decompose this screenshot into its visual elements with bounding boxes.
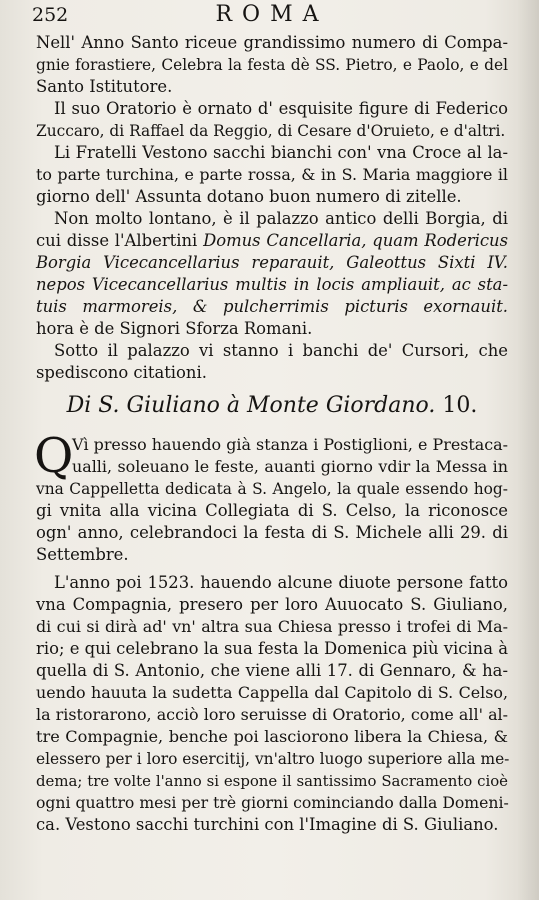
text-line: di cui si dirà ad' vn' altra sua Chiesa presso i trofei di Ma- (36, 617, 508, 636)
text-line: vna Compagnia, presero per loro Auuocato S. Giuliano, (36, 595, 508, 614)
paragraph-2 (36, 98, 508, 142)
text-line: quella di S. Antonio, che viene alli 17. di Gennaro, & ha- (36, 661, 508, 680)
text-line: uendo hauuta la sudetta Cappella dal Capitolo di S. Celso, (36, 683, 508, 702)
drop-cap: Q (34, 428, 74, 484)
text-line: gnie forastiere, Celebra la festa dè SS. Pietro, e Paolo, e del (36, 56, 508, 74)
latin-quote: Domus Cancellaria, quam Rodericus (203, 231, 508, 250)
text-line: dema; tre volte l'anno si espone il santissimo Sacramento cioè (36, 772, 508, 790)
page-number: 252 (32, 4, 69, 26)
text-line: ualli, soleuano le feste, auanti giorno vdir la Messa in (72, 457, 508, 476)
text-line: Il suo Oratorio è ornato d' esquisite figure di Federico (54, 99, 508, 118)
section-number: 10. (442, 393, 478, 418)
paragraph-6 (34, 428, 508, 566)
section-title: Di S. Giuliano à Monte Giordano. (66, 393, 436, 418)
latin-quote-line: nepos Vicecancellarius multis in locis ampliauit, ac sta- (36, 275, 508, 294)
text-line: rio; e qui celebrano la sua festa la Domenica più vicina à (36, 639, 508, 658)
text-line: ogn' anno, celebrandoci la festa di S. Michele alli 29. di (36, 523, 508, 542)
text-line: ca. Vestono sacchi turchini con l'Imagine di S. Giuliano. (36, 815, 499, 834)
text-line: tre Compagnie, benche poi lasciorono libera la Chiesa, & (36, 727, 508, 746)
text-line: elessero per i loro esercitij, vn'altro luogo superiore alla me- (36, 750, 510, 768)
paragraph-7 (36, 572, 508, 836)
paragraph-1 (36, 32, 508, 98)
text-line: giorno dell' Assunta dotano buon numero di zitelle. (36, 187, 462, 206)
text-line: Nell' Anno Santo riceue grandissimo numero di Compa- (36, 33, 508, 52)
text-line: Non molto lontano, è il palazzo antico delli Borgia, di (54, 209, 508, 228)
body-text (36, 32, 508, 836)
text-line: ogni quattro mesi per trè giorni cominciando dalla Domeni- (36, 793, 509, 812)
text-line: to parte turchina, e parte rossa, & in S. Maria maggiore il (36, 165, 508, 184)
paragraph-4 (36, 208, 508, 340)
paragraph-5 (36, 340, 508, 384)
text-line: Zuccaro, di Raffael da Reggio, di Cesare d'Oruieto, e d'altri. (36, 122, 506, 140)
page-header (32, 2, 512, 28)
section-heading (36, 392, 508, 420)
text-line: Settembre. (36, 545, 129, 564)
text-run: cui disse l'Albertini (36, 231, 204, 250)
text-line: la ristorarono, acciò loro seruisse di Oratorio, come all' al- (36, 705, 508, 724)
text-line: vna Cappelletta dedicata à S. Angelo, la quale essendo hog- (36, 480, 508, 498)
latin-quote-line: tuis marmoreis, & pulcherrimis picturis exornauit. (36, 297, 508, 316)
running-title: ROMA (215, 2, 329, 27)
page-edge-shadow (517, 0, 539, 900)
text-line: hora è de Signori Sforza Romani. (36, 319, 313, 338)
text-line: gi vnita alla vicina Collegiata di S. Celso, la riconosce (36, 501, 508, 520)
text-line (36, 230, 508, 252)
text-line: L'anno poi 1523. hauendo alcune diuote persone fatto (54, 573, 508, 592)
paragraph-3 (36, 142, 508, 208)
text-line: Sotto il palazzo vi stanno i banchi de' Cursori, che (54, 341, 508, 360)
text-line: Li Fratelli Vestono sacchi bianchi con' vna Croce al la- (54, 143, 508, 162)
latin-quote-line: Borgia Vicecancellarius reparauit, Galeottus Sixti IV. (36, 253, 508, 272)
text-line: Santo Istitutore. (36, 77, 173, 96)
text-line: spediscono citationi. (36, 363, 207, 382)
text-line: Vì presso hauendo già stanza i Postiglioni, e Prestaca- (72, 435, 508, 454)
